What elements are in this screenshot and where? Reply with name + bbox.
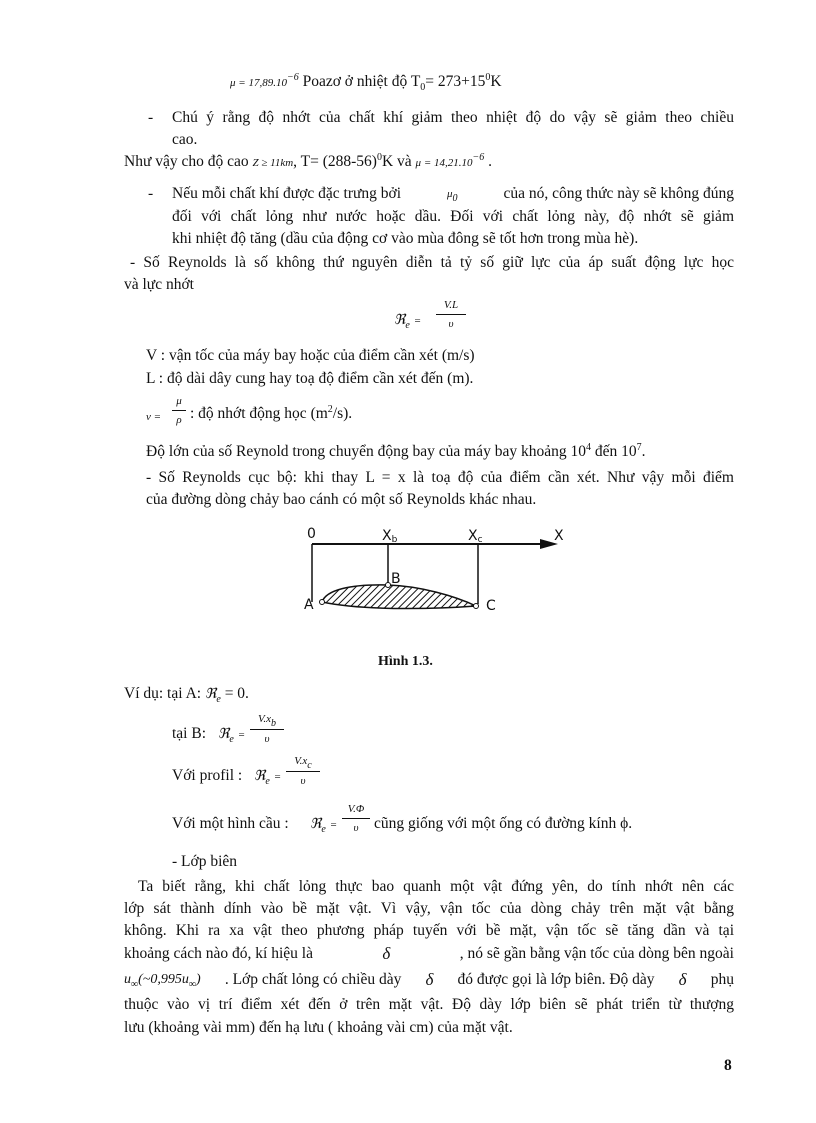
l-definition: L : độ dài dây cung hay toạ độ điểm cần xét đến (m). — [146, 370, 474, 387]
point-c-label: C — [486, 598, 496, 614]
nu-lhs: ν = — [146, 411, 162, 423]
bullet-2-line-2: đối với chất lỏng như nước hoặc dầu. Đối với chất lỏng này, độ nhớt sẽ giảm — [172, 208, 734, 225]
mu-value: = 17,89.10 — [238, 77, 287, 89]
reynolds-magnitude: Độ lớn của số Reynold trong chuyển động bay của máy bay khoảng $10^4$ đến $10^7$. — [146, 442, 646, 460]
paragraph-line-3: không. Khi ra xa vật theo phương pháp tuyến với bề mặt, vận tốc sẽ tăng dần và tại — [124, 922, 734, 939]
paragraph-line-2: lớp sát thành dính vào bề mặt vật. Vì vậy, vận tốc của dòng chảy trên mặt vật bằng — [124, 900, 734, 917]
example-sphere-text: cũng giống với một ống có đường kính ϕ. — [374, 815, 633, 832]
bullet-dash: - — [148, 109, 154, 126]
nu-definition: : độ nhớt động học $(m^2/s)$. — [190, 404, 353, 422]
x-axis-label: X — [554, 528, 564, 544]
reynolds-formula-lhs: ℜ$_e$ = — [394, 313, 422, 331]
example-profile-lhs: ℜ$_e$ = — [254, 769, 282, 787]
reynolds-def-line-1: - Số Reynolds là số không thứ nguyên diễn tả tỷ số giữ lực của áp suất động lực học — [130, 254, 734, 271]
point-a-marker — [320, 600, 325, 605]
example-b-label: tại B: — [172, 725, 207, 742]
bullet-2-line-1: Nếu mỗi chất khí được đặc trưng bởi μ0 của nó, công thức này sẽ không đúng — [172, 185, 734, 204]
example-sphere-fraction: V.Φ υ — [342, 802, 370, 835]
figure-caption: Hình 1.3. — [378, 654, 433, 669]
mu-value-line: $\mu = 17,89.10^{-6}$ Poazơ ở nhiệt độ $T_0= 273+15^0K$ — [230, 72, 502, 93]
paragraph-line-7: lưu (khoảng vài mm) đến hạ lưu ( khoảng vài cm) của mặt vật. — [124, 1019, 513, 1036]
example-profile-label: Với profil : — [172, 767, 243, 784]
bullet-2-line-3: khi nhiệt độ tăng (dầu của động cơ vào mùa đông sẽ tốt hơn trong mùa hè). — [172, 230, 639, 247]
example-b-fraction: V.xb υ — [250, 712, 284, 746]
bullet-1-line-2: cao. — [172, 131, 198, 148]
airfoil-shape — [322, 585, 476, 609]
paragraph-line-1: Ta biết rằng, khi chất lỏng thực bao quanh một vật đứng yên, do tính nhớt nên các — [138, 878, 734, 895]
mu-symbol: μ — [230, 77, 239, 89]
point-b-marker — [386, 583, 391, 588]
paragraph-line-5: $u_\infty(\sim 0,995u_\infty)$ . Lớp chất lỏng có chiều dày δ đó được gọi là lớp biên. Độ dày δ phụ — [124, 970, 734, 990]
altitude-line: Như vậy cho độ cao Z ≥ 11km, $T= (288-56)^0K$ và $\mu = 14,21.10^{-6}$ . — [124, 152, 492, 170]
paragraph-line-6: thuộc vào vị trí điểm xét đến ở trên mặt vật. Độ dày lớp biên sẽ phát triển từ thượng — [124, 996, 734, 1013]
example-profile-fraction: V.xc υ — [286, 754, 320, 788]
example-sphere-lhs: ℜ$_e$ = — [310, 817, 338, 835]
example-a: Ví dụ: tại A: ℜ$_e$ = 0. — [124, 685, 249, 705]
bullet-dash: - — [148, 185, 154, 202]
example-sphere-label: Với một hình cầu : — [172, 815, 289, 832]
bullet-1-line-1: Chú ý rằng độ nhớt của chất khí giảm theo nhiệt độ do vậy sẽ giảm theo chiều — [172, 109, 734, 126]
local-reynolds-line-2: của đường dòng chảy bao cánh có một số Reynolds khác nhau. — [146, 491, 537, 508]
page-number: 8 — [724, 1057, 732, 1074]
example-b-lhs: ℜ$_e$ = — [218, 727, 246, 745]
nu-fraction: μ ρ — [172, 394, 186, 427]
local-reynolds-line-1: - Số Reynolds cục bộ: khi thay L = x là toạ độ của điểm cần xét. Như vậy mỗi điểm — [146, 469, 734, 486]
origin-label: 0 — [307, 526, 316, 542]
point-a-label: A — [304, 597, 314, 613]
v-definition: V : vận tốc của máy bay hoặc của điểm cần xét (m/s) — [146, 347, 475, 364]
airfoil-figure — [300, 522, 580, 632]
reynolds-def-line-2: và lực nhớt — [124, 276, 194, 293]
point-c-marker — [474, 604, 479, 609]
reynolds-formula-fraction: V.L υ — [436, 298, 466, 331]
paragraph-line-4: khoảng cách nào đó, kí hiệu là δ , nó sẽ gần bằng vận tốc của dòng bên ngoài — [124, 944, 734, 963]
boundary-layer-heading: - Lớp biên — [172, 853, 238, 870]
xc-label: Xc — [468, 528, 483, 545]
xb-label: Xb — [382, 528, 398, 545]
point-b-label: B — [391, 571, 401, 587]
